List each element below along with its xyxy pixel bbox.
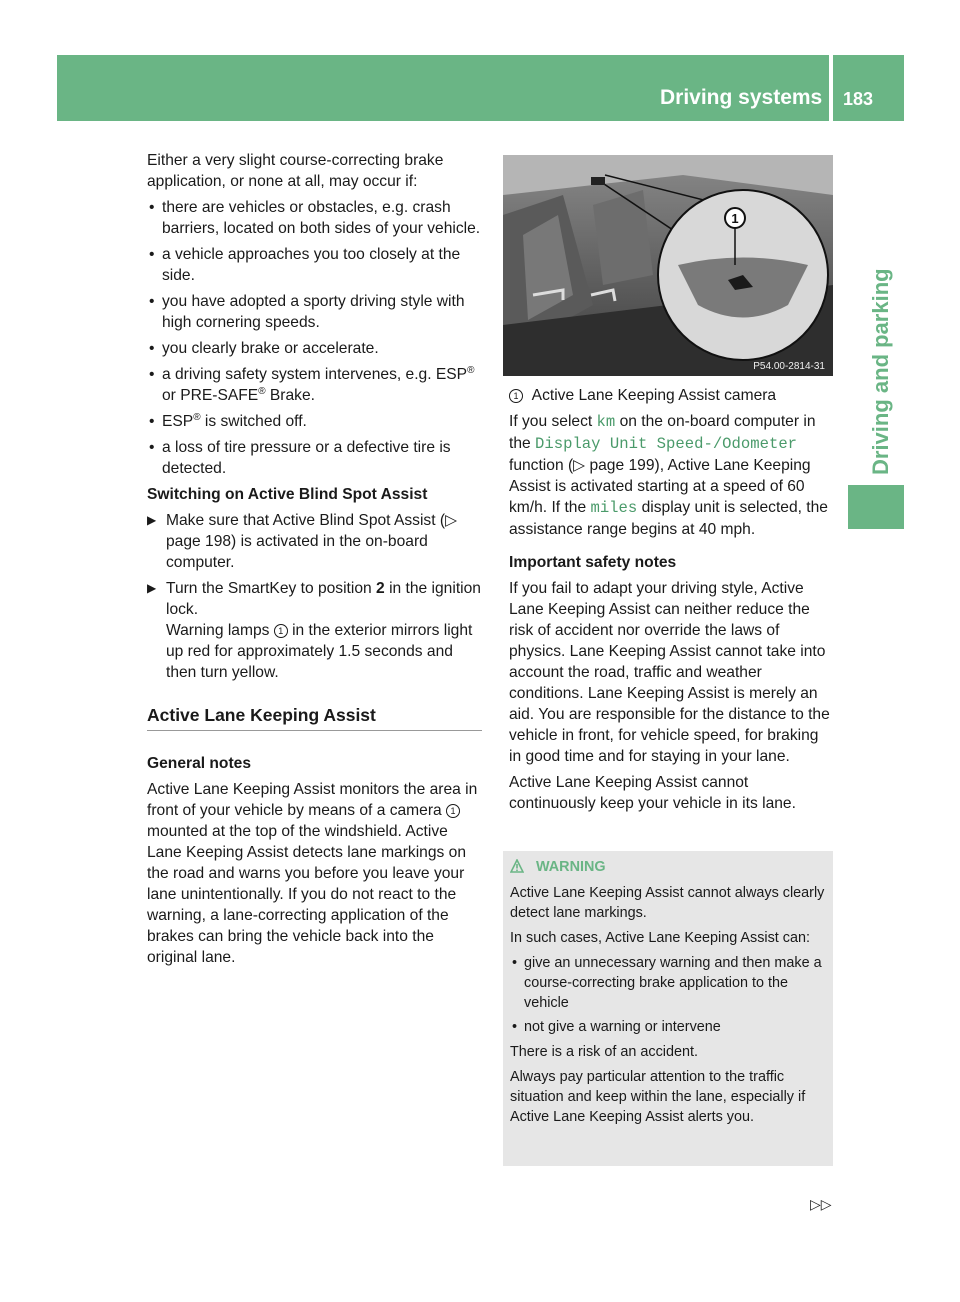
safety-heading: Important safety notes: [509, 554, 677, 571]
switching-heading: Switching on Active Blind Spot Assist: [147, 486, 428, 503]
chapter-tab-block: [848, 485, 904, 529]
image-code: P54.00-2814-31: [753, 361, 825, 372]
section-heading: Active Lane Keeping Assist: [147, 705, 482, 731]
step-item: ▶ Turn the SmartKey to position 2 in the ignition lock. Warning lamps 1 in the exterior mirrors light up red for approximately 1.5 seconds and then turn yellow.: [147, 580, 481, 681]
general-text: Active Lane Keeping Assist monitors the area in front of your vehicle by means of a camera 1 mounted at the top of the windshield. Active Lane Keeping Assist detects lane markings on the road and warns you before you leave your lane unintentionally. If you do not react to the warning, a lane-correcting application of the brakes can bring the vehicle back into the original lane.: [147, 781, 478, 966]
step-arrow-icon: ▶: [147, 513, 157, 527]
callout-marker-icon: 1: [509, 389, 523, 403]
list-item: • a loss of tire pressure or a defective tire is detected.: [147, 437, 482, 479]
safety-text-2: Active Lane Keeping Assist cannot continuously keep your vehicle in its lane.: [509, 774, 796, 812]
continue-icon: ▷▷: [810, 1196, 832, 1212]
step-item: ▶ Make sure that Active Blind Spot Assist (▷ page 198) is activated in the on-board computer.: [147, 512, 458, 571]
warning-box: [503, 851, 833, 1166]
speed-text: If you select km on the on-board computer in the Display Unit Speed-/Odometer function (▷ page 199), Active Lane Keeping Assist is activated starting at a speed of 60 km/h. If the miles display unit is selected, the assistance range begins at 40 mph.: [509, 413, 828, 538]
warning-text: Active Lane Keeping Assist cannot always clearly detect lane markings.: [510, 885, 825, 921]
warning-list: [510, 953, 826, 1037]
list-item: • a vehicle approaches you too closely at the side.: [147, 244, 482, 286]
left-column: [147, 150, 482, 973]
interior-illustration: [503, 155, 833, 376]
general-heading: General notes: [147, 755, 251, 772]
list-item: • there are vehicles or obstacles, e.g. crash barriers, located on both sides of your vehicle.: [147, 197, 482, 239]
page-number: 183: [843, 89, 874, 109]
list-item: • you clearly brake or accelerate.: [147, 338, 482, 359]
warning-triangle-icon: [510, 859, 524, 873]
list-item: • you have adopted a sporty driving style with high cornering speeds.: [147, 291, 482, 333]
callout-marker-icon: 1: [274, 624, 288, 638]
right-column: [509, 385, 834, 819]
safety-text: If you fail to adapt your driving style, Active Lane Keeping Assist can neither reduce the risk of accident nor override the laws of physics. Lane Keeping Assist cannot take into account the road, traffic and weather conditions. Lane Keeping Assist is merely an aid. You are responsible for the distance to the vehicle in front, for vehicle speed, for braking in good time and for staying in your lane.: [509, 580, 830, 765]
list-item: • a driving safety system intervenes, e.g. ESP® or PRE-SAFE® Brake.: [147, 364, 482, 406]
camera-photo: [503, 155, 833, 376]
header-divider: [829, 55, 833, 121]
section-title: Driving systems: [660, 86, 823, 109]
intro-text: Either a very slight course-correcting brake application, or none at all, may occur if:: [147, 152, 444, 190]
list-item: • not give a warning or intervene: [510, 1017, 826, 1037]
warning-text: Always pay particular attention to the traffic situation and keep within the lane, especially if Active Lane Keeping Assist alerts you.: [510, 1069, 806, 1125]
warning-text: There is a risk of an accident.: [510, 1044, 698, 1060]
callout-marker-icon: 1: [446, 804, 460, 818]
conditions-list: [147, 197, 482, 479]
warning-text: In such cases, Active Lane Keeping Assist can:: [510, 930, 810, 946]
step-arrow-icon: ▶: [147, 581, 157, 595]
list-item: • ESP® is switched off.: [147, 411, 482, 432]
warning-heading: WARNING: [510, 857, 826, 877]
chapter-tab-label: Driving and parking: [868, 268, 893, 475]
photo-caption: 1 Active Lane Keeping Assist camera: [509, 385, 834, 406]
list-item: • give an unnecessary warning and then make a course-correcting brake application to the vehicle: [510, 953, 826, 1013]
photo-callout-label: 1: [731, 211, 739, 226]
